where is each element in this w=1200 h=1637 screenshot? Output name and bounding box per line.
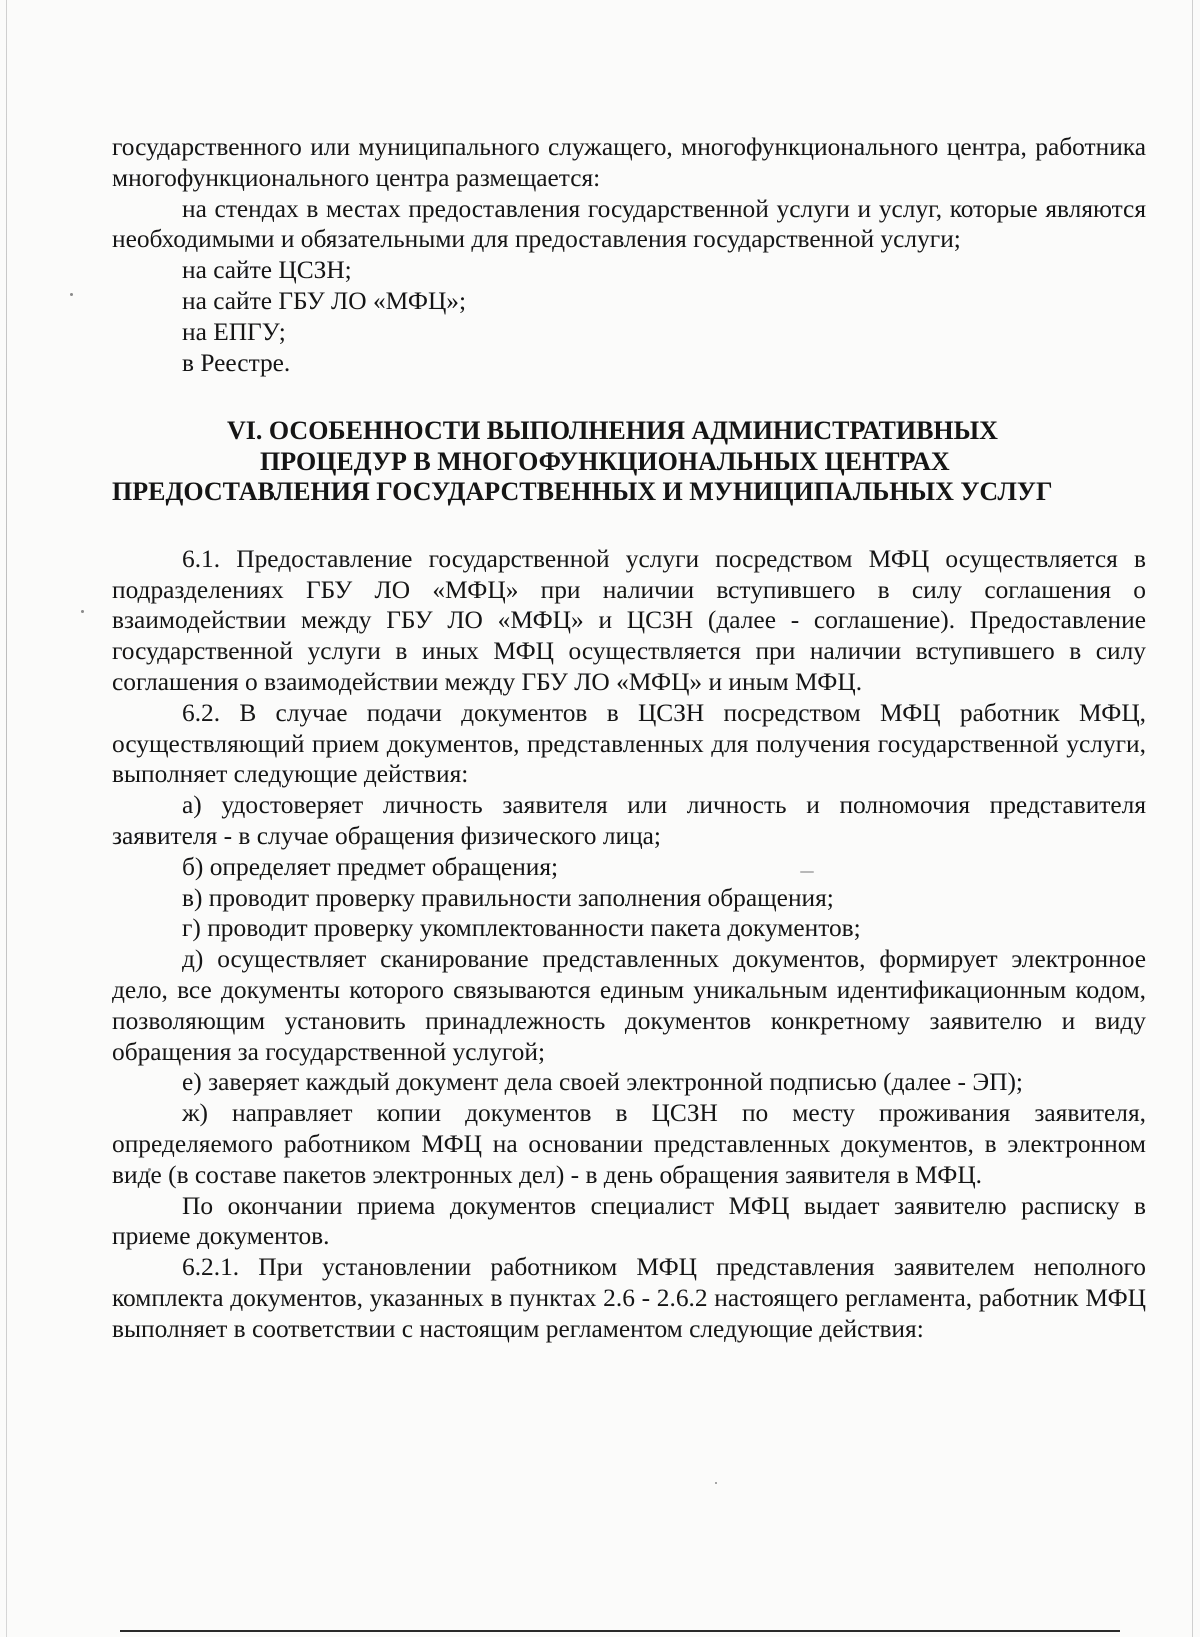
location-item: на сайте ЦСЗН; — [182, 256, 352, 285]
list-item-a: а) удостоверяет личность заявителя или личность и полномочия представителя заявителя - в случае обращения физического лица; — [112, 791, 1146, 851]
list-item-e: е) заверяет каждый документ дела своей электронной подписью (далее - ЭП); — [182, 1068, 1023, 1097]
paragraph-6-2: 6.2. В случае подачи документов в ЦСЗН посредством МФЦ работник МФЦ, осуществляющий прием документов, представленных для получения государственной услуги, выполняет следующие действия: — [112, 698, 1146, 789]
scan-speck — [70, 293, 73, 296]
list-item-b: б) определяет предмет обращения; — [182, 852, 559, 881]
location-item: в Реестре. — [182, 348, 291, 377]
section-heading-line: ПРОЦЕДУР В МНОГОФУНКЦИОНАЛЬНЫХ ЦЕНТРАХ — [260, 446, 950, 476]
list-item-g: г) проводит проверку укомплектованности пакета документов; — [182, 914, 861, 943]
paragraph-receipt: По окончании приема документов специалист МФЦ выдает заявителю расписку в приеме документов. — [112, 1191, 1146, 1251]
scan-edge-left — [6, 0, 7, 1637]
paragraph-6-2-1: 6.2.1. При установлении работником МФЦ представления заявителем неполного комплекта документов, указанных в пунктах 2.6 - 2.6.2 настоящего регламента, работник МФЦ выполняет в соответствии с настоящим регламентом следующие действия: — [112, 1253, 1146, 1343]
list-item-v: в) проводит проверку правильности заполнения обращения; — [182, 883, 834, 912]
paragraph-6-1: 6.1. Предоставление государственной услуги посредством МФЦ осуществляется в подразделениях ГБУ ЛО «МФЦ» при наличии вступившего в силу соглашения о взаимодействии между ГБУ ЛО «МФЦ» и ЦСЗН (далее - соглашение). Предоставление государственной услуги в иных МФЦ осуществляется при наличии вступившего в силу соглашения о взаимодействии между ГБУ ЛО «МФЦ» и иным МФЦ. — [112, 544, 1146, 697]
section-heading — [112, 416, 1146, 508]
scan-edge-bottom — [120, 1630, 1120, 1632]
document-body — [112, 132, 1146, 1345]
location-item: на сайте ГБУ ЛО «МФЦ»; — [182, 286, 467, 315]
scan-edge-right — [1192, 0, 1193, 1637]
section-heading-line: VI. ОСОБЕННОСТИ ВЫПОЛНЕНИЯ АДМИНИСТРАТИВНЫХ — [227, 416, 998, 446]
intro-stands: на стендах в местах предоставления государственной услуги и услуг, которые являются необходимыми и обязательными для предоставления государственной услуги; — [112, 194, 1146, 254]
list-item-d: д) осуществляет сканирование представленных документов, формирует электронное дело, все документы которого связываются единым уникальным идентификационным кодом, позволяющим установить принадлежность документов конкретному заявителю и виду обращения за государственной услугой; — [112, 945, 1146, 1066]
scan-speck — [715, 1482, 717, 1484]
location-item: на ЕПГУ; — [182, 317, 286, 346]
list-item-zh: ж) направляет копии документов в ЦСЗН по месту проживания заявителя, определяемого работником МФЦ на основании представленных документов, в электронном виде (в составе пакетов электронных дел) - в день обращения заявителя в МФЦ. — [112, 1099, 1146, 1189]
intro-continuation: государственного или муниципального служащего, многофункционального центра, работника многофункционального центра размещается: — [112, 133, 1146, 192]
scan-speck — [81, 610, 84, 613]
section-heading-line: ПРЕДОСТАВЛЕНИЯ ГОСУДАРСТВЕННЫХ И МУНИЦИПАЛЬНЫХ УСЛУГ — [112, 477, 1053, 507]
